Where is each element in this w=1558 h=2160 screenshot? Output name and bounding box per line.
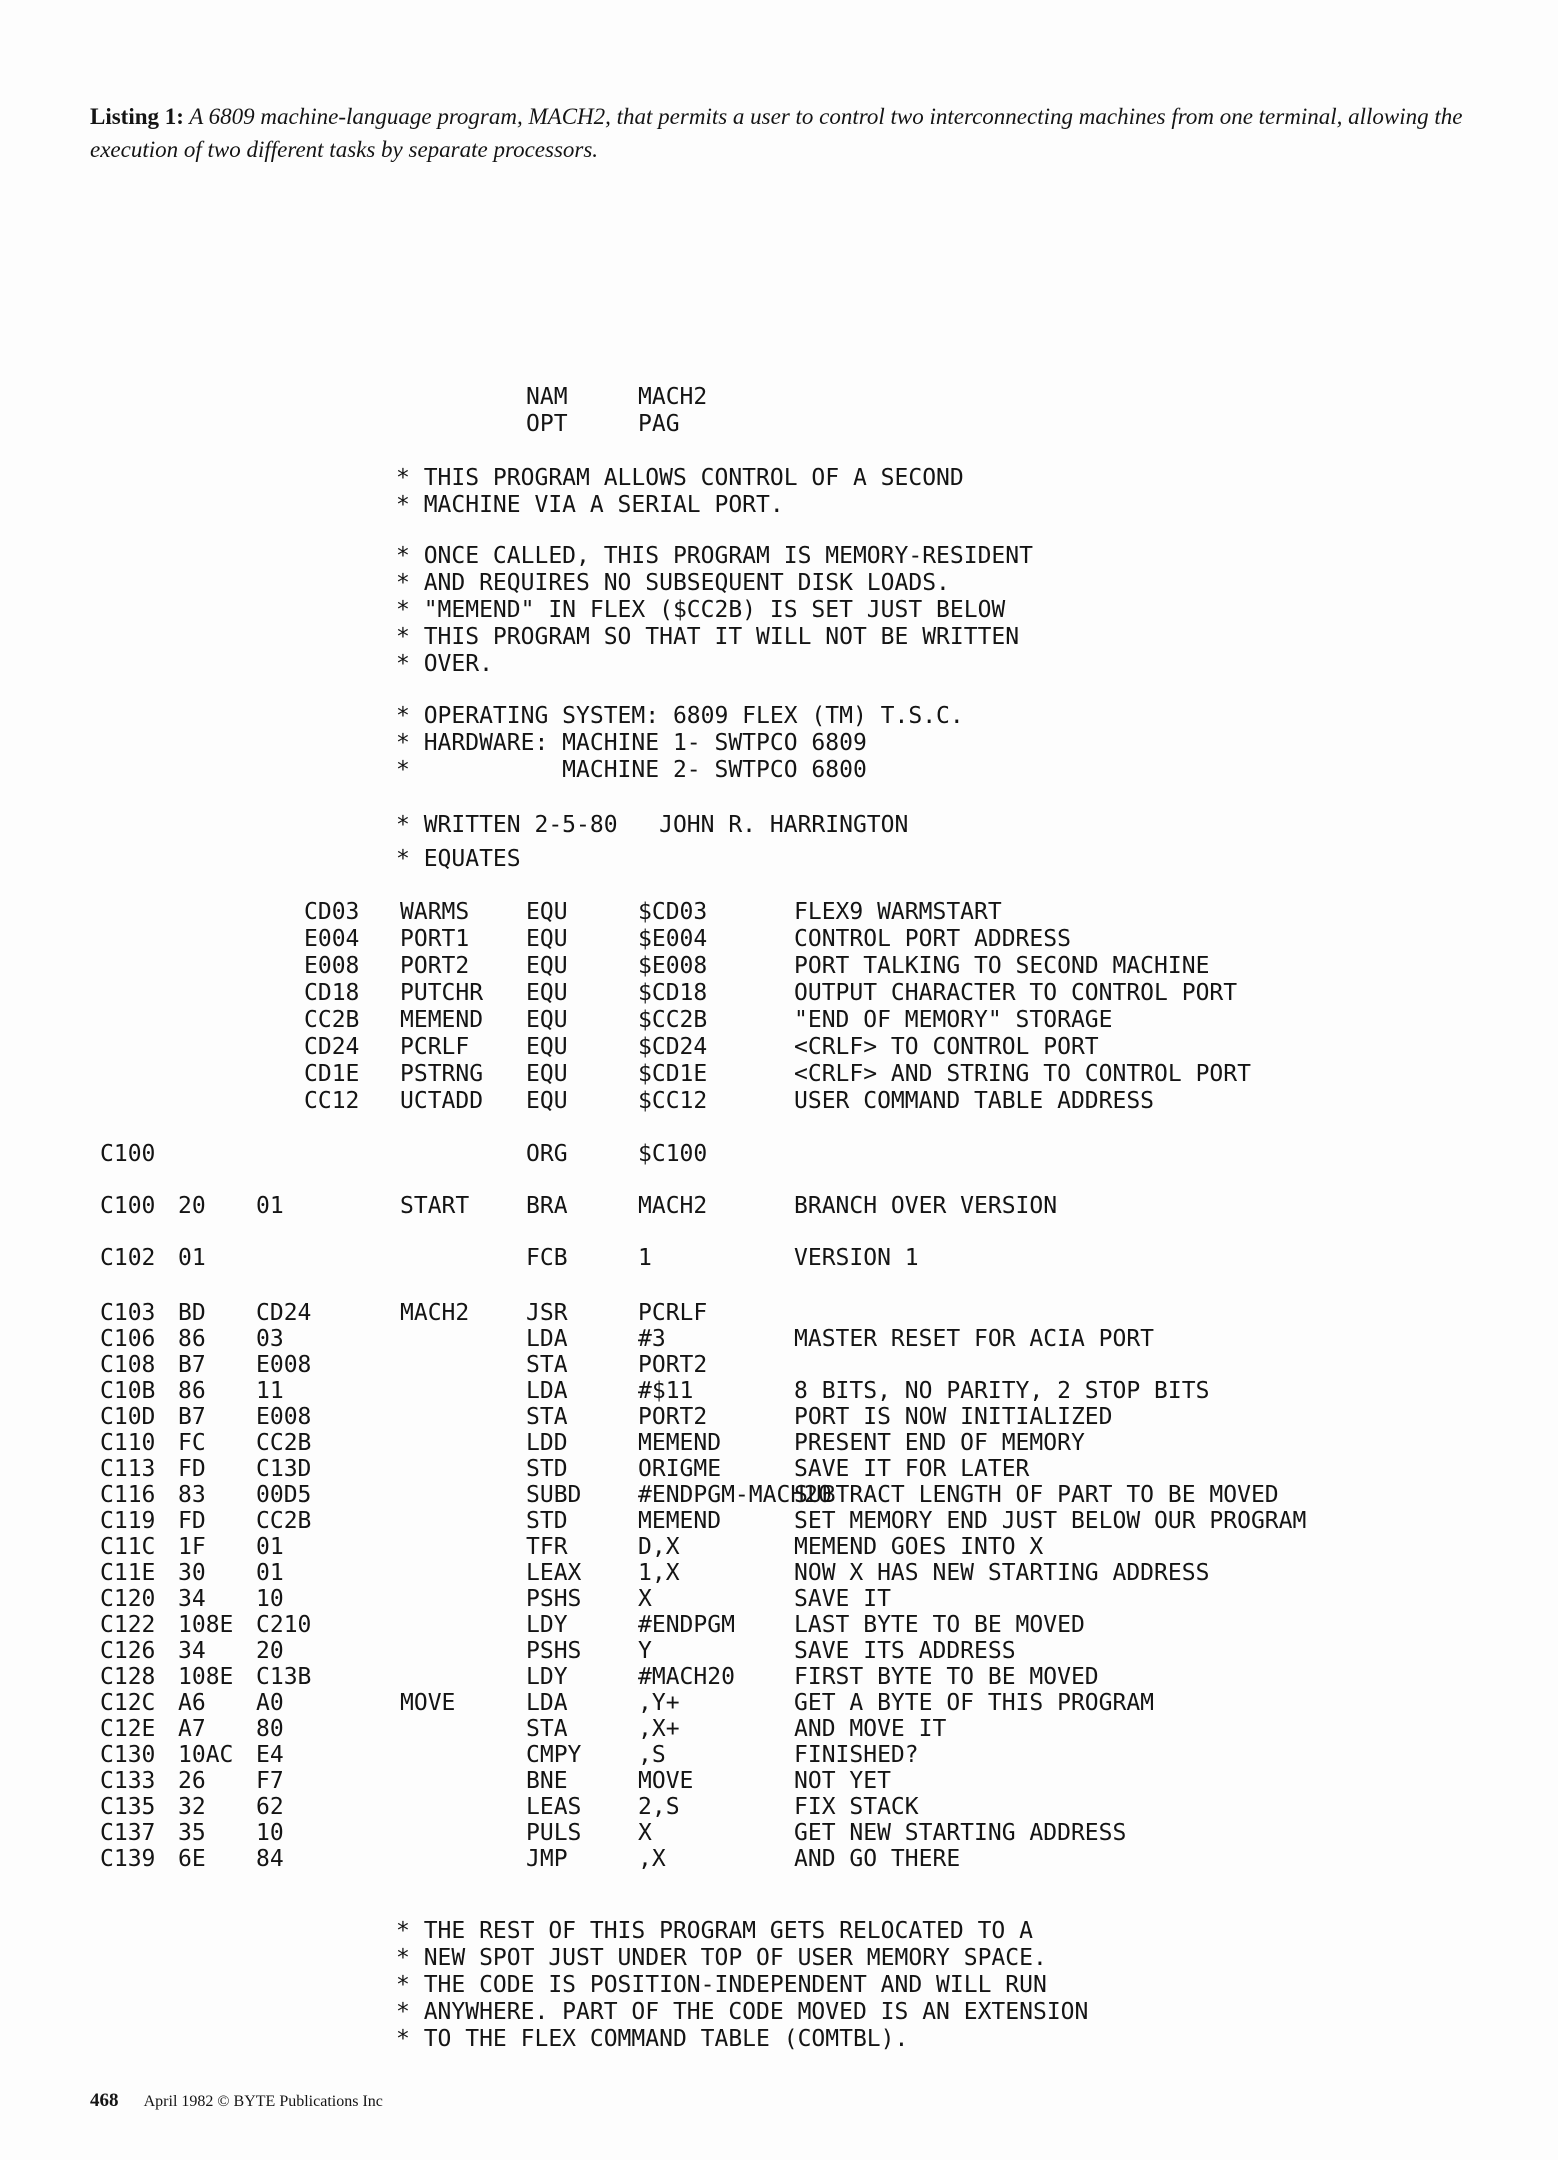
opcode: PSHS — [526, 1586, 582, 1612]
page-footer — [90, 2090, 383, 2112]
opcode: EQU — [526, 953, 568, 979]
operand: #ENDPGM — [638, 1612, 735, 1638]
opcode: ORG — [526, 1141, 568, 1167]
line-comment: SAVE IT FOR LATER — [794, 1456, 1030, 1482]
equate-line — [0, 953, 1210, 980]
equate-line — [0, 1061, 1251, 1088]
equate-line — [0, 1088, 1155, 1115]
address: C113 — [100, 1456, 156, 1482]
object-code: 86 — [178, 1378, 206, 1404]
label: MACH2 — [400, 1300, 470, 1326]
object-code: 1F — [178, 1534, 206, 1560]
line-comment: AND MOVE IT — [794, 1716, 947, 1742]
equate-value: CC2B — [304, 1007, 360, 1033]
operand: ,Y+ — [638, 1690, 680, 1716]
listing-line — [0, 1245, 919, 1272]
opcode: LDY — [526, 1664, 568, 1690]
object-code: 26 — [178, 1768, 206, 1794]
address: C116 — [100, 1482, 156, 1508]
address: C100 — [100, 1141, 156, 1167]
opcode: LEAX — [526, 1560, 582, 1586]
opcode: EQU — [526, 926, 568, 952]
opcode: SUBD — [526, 1482, 582, 1508]
operand: #3 — [638, 1326, 666, 1352]
opcode: JMP — [526, 1846, 568, 1872]
object-operand: C210 — [256, 1612, 312, 1638]
opcode: EQU — [526, 1088, 568, 1114]
opcode: EQU — [526, 1061, 568, 1087]
equate-value: CD03 — [304, 899, 360, 925]
operand: $C100 — [638, 1141, 708, 1167]
object-operand: F7 — [256, 1768, 284, 1794]
listing-line — [0, 1141, 708, 1168]
object-code: BD — [178, 1300, 206, 1326]
comment-text: * OVER. — [396, 651, 493, 677]
opcode: LDA — [526, 1690, 568, 1716]
line-comment: SUBTRACT LENGTH OF PART TO BE MOVED — [794, 1482, 1279, 1508]
equate-line — [0, 980, 1238, 1007]
object-code: B7 — [178, 1404, 206, 1430]
comment-text: * HARDWARE: MACHINE 1- SWTPCO 6809 — [396, 730, 867, 756]
operand: $CD1E — [638, 1061, 708, 1087]
comment-text: * MACHINE VIA A SERIAL PORT. — [396, 492, 784, 518]
line-comment: 8 BITS, NO PARITY, 2 STOP BITS — [794, 1378, 1210, 1404]
address: C10B — [100, 1378, 156, 1404]
opcode: STA — [526, 1352, 568, 1378]
object-operand: 84 — [256, 1846, 284, 1872]
operand: MOVE — [638, 1768, 694, 1794]
object-code: B7 — [178, 1352, 206, 1378]
object-operand: CD24 — [256, 1300, 312, 1326]
opcode: EQU — [526, 980, 568, 1006]
object-code: 86 — [178, 1326, 206, 1352]
line-comment: PRESENT END OF MEMORY — [794, 1430, 1085, 1456]
operand: MEMEND — [638, 1430, 722, 1456]
equate-line — [0, 926, 1071, 953]
line-comment: <CRLF> TO CONTROL PORT — [794, 1034, 1099, 1060]
line-comment: NOT YET — [794, 1768, 891, 1794]
object-code: 108E — [178, 1612, 234, 1638]
line-comment: GET A BYTE OF THIS PROGRAM — [794, 1690, 1155, 1716]
equate-value: E008 — [304, 953, 360, 979]
comment-text: * WRITTEN 2-5-80 JOHN R. HARRINGTON — [396, 812, 909, 838]
opcode: STA — [526, 1716, 568, 1742]
line-comment: LAST BYTE TO BE MOVED — [794, 1612, 1085, 1638]
object-operand: 00D5 — [256, 1482, 312, 1508]
opcode: LEAS — [526, 1794, 582, 1820]
object-operand: 10 — [256, 1586, 284, 1612]
equate-line — [0, 899, 1002, 926]
equate-line — [0, 1034, 1099, 1061]
opcode: EQU — [526, 1007, 568, 1033]
opcode: EQU — [526, 899, 568, 925]
listing-line — [0, 1193, 1058, 1220]
opcode: CMPY — [526, 1742, 582, 1768]
address: C139 — [100, 1846, 156, 1872]
comment-text: * NEW SPOT JUST UNDER TOP OF USER MEMORY SPACE. — [396, 1945, 1047, 1971]
address: C128 — [100, 1664, 156, 1690]
operand: D,X — [638, 1534, 680, 1560]
object-operand: A0 — [256, 1690, 284, 1716]
opcode: PULS — [526, 1820, 582, 1846]
comment-text: * THE CODE IS POSITION-INDEPENDENT AND WILL RUN — [396, 1972, 1047, 1998]
comment-text: * OPERATING SYSTEM: 6809 FLEX (TM) T.S.C. — [396, 703, 964, 729]
operand: $E004 — [638, 926, 708, 952]
opcode: BNE — [526, 1768, 568, 1794]
object-code: 34 — [178, 1638, 206, 1664]
line-comment: SET MEMORY END JUST BELOW OUR PROGRAM — [794, 1508, 1307, 1534]
operand: $CD24 — [638, 1034, 708, 1060]
opcode: LDD — [526, 1430, 568, 1456]
object-operand: C13D — [256, 1456, 312, 1482]
opcode: STD — [526, 1456, 568, 1482]
object-code: 108E — [178, 1664, 234, 1690]
opcode: OPT — [526, 411, 568, 437]
opcode: LDA — [526, 1378, 568, 1404]
object-code: 01 — [178, 1245, 206, 1271]
comment-text: * TO THE FLEX COMMAND TABLE (COMTBL). — [396, 2026, 909, 2052]
label: PORT2 — [400, 953, 470, 979]
opcode: NAM — [526, 384, 568, 410]
address: C110 — [100, 1430, 156, 1456]
operand: MEMEND — [638, 1508, 722, 1534]
line-comment: "END OF MEMORY" STORAGE — [794, 1007, 1113, 1033]
line-comment: CONTROL PORT ADDRESS — [794, 926, 1071, 952]
label: PCRLF — [400, 1034, 470, 1060]
object-operand: E008 — [256, 1404, 312, 1430]
line-comment: PORT TALKING TO SECOND MACHINE — [794, 953, 1210, 979]
object-code: A6 — [178, 1690, 206, 1716]
operand: 1 — [638, 1245, 652, 1271]
address: C11C — [100, 1534, 156, 1560]
operand: $CD03 — [638, 899, 708, 925]
comment-text: * AND REQUIRES NO SUBSEQUENT DISK LOADS. — [396, 570, 950, 596]
operand: PCRLF — [638, 1300, 708, 1326]
operand: X — [638, 1586, 652, 1612]
line-comment: SAVE ITS ADDRESS — [794, 1638, 1016, 1664]
address: C102 — [100, 1245, 156, 1271]
address: C12C — [100, 1690, 156, 1716]
object-code: 10AC — [178, 1742, 234, 1768]
object-operand: 62 — [256, 1794, 284, 1820]
comment-text: * THIS PROGRAM ALLOWS CONTROL OF A SECOND — [396, 465, 964, 491]
equate-line — [0, 1007, 1113, 1034]
comment-text: * ONCE CALLED, THIS PROGRAM IS MEMORY-RESIDENT — [396, 543, 1033, 569]
object-code: FC — [178, 1430, 206, 1456]
line-comment: FIX STACK — [794, 1794, 919, 1820]
object-operand: E008 — [256, 1352, 312, 1378]
line-comment: FIRST BYTE TO BE MOVED — [794, 1664, 1099, 1690]
object-code: 32 — [178, 1794, 206, 1820]
address: C106 — [100, 1326, 156, 1352]
line-comment: SAVE IT — [794, 1586, 891, 1612]
address: C11E — [100, 1560, 156, 1586]
comment-text: * THIS PROGRAM SO THAT IT WILL NOT BE WRITTEN — [396, 624, 1020, 650]
equate-value: CD1E — [304, 1061, 360, 1087]
opcode: LDY — [526, 1612, 568, 1638]
object-code: 20 — [178, 1193, 206, 1219]
object-code: 83 — [178, 1482, 206, 1508]
line-comment: VERSION 1 — [794, 1245, 919, 1271]
address: C103 — [100, 1300, 156, 1326]
address: C12E — [100, 1716, 156, 1742]
address: C130 — [100, 1742, 156, 1768]
operand: PORT2 — [638, 1404, 708, 1430]
object-code: 34 — [178, 1586, 206, 1612]
opcode: FCB — [526, 1245, 568, 1271]
comment-text: * MACHINE 2- SWTPCO 6800 — [396, 757, 867, 783]
equate-value: CC12 — [304, 1088, 360, 1114]
address: C100 — [100, 1193, 156, 1219]
object-operand: 20 — [256, 1638, 284, 1664]
operand: ,S — [638, 1742, 666, 1768]
comment-text: * "MEMEND" IN FLEX ($CC2B) IS SET JUST BELOW — [396, 597, 1006, 623]
object-operand: 01 — [256, 1534, 284, 1560]
label: PORT1 — [400, 926, 470, 952]
operand: PORT2 — [638, 1352, 708, 1378]
object-operand: 10 — [256, 1820, 284, 1846]
opcode: BRA — [526, 1193, 568, 1219]
object-operand: 11 — [256, 1378, 284, 1404]
object-operand: 03 — [256, 1326, 284, 1352]
listing-line — [0, 384, 708, 411]
address: C120 — [100, 1586, 156, 1612]
operand: #$11 — [638, 1378, 694, 1404]
object-code: A7 — [178, 1716, 206, 1742]
operand: ,X+ — [638, 1716, 680, 1742]
address: C135 — [100, 1794, 156, 1820]
line-comment: MASTER RESET FOR ACIA PORT — [794, 1326, 1155, 1352]
address: C126 — [100, 1638, 156, 1664]
line-comment: FINISHED? — [794, 1742, 919, 1768]
address: C119 — [100, 1508, 156, 1534]
line-comment: PORT IS NOW INITIALIZED — [794, 1404, 1113, 1430]
listing-line — [0, 411, 680, 438]
object-code: 35 — [178, 1820, 206, 1846]
line-comment: BRANCH OVER VERSION — [794, 1193, 1058, 1219]
object-operand: 01 — [256, 1193, 284, 1219]
operand: Y — [638, 1638, 652, 1664]
label: UCTADD — [400, 1088, 484, 1114]
footer-text: April 1982 © BYTE Publications Inc — [143, 2093, 383, 2110]
equate-value: CD18 — [304, 980, 360, 1006]
line-comment: GET NEW STARTING ADDRESS — [794, 1820, 1127, 1846]
comment-text: * ANYWHERE. PART OF THE CODE MOVED IS AN EXTENSION — [396, 1999, 1089, 2025]
label: PUTCHR — [400, 980, 484, 1006]
object-operand: CC2B — [256, 1508, 312, 1534]
line-comment: <CRLF> AND STRING TO CONTROL PORT — [794, 1061, 1251, 1087]
label: MEMEND — [400, 1007, 484, 1033]
operand: ORIGME — [638, 1456, 722, 1482]
operand: 1,X — [638, 1560, 680, 1586]
opcode: LDA — [526, 1326, 568, 1352]
line-comment: NOW X HAS NEW STARTING ADDRESS — [794, 1560, 1210, 1586]
operand: $CD18 — [638, 980, 708, 1006]
line-comment: USER COMMAND TABLE ADDRESS — [794, 1088, 1155, 1114]
object-operand: 80 — [256, 1716, 284, 1742]
operand: 2,S — [638, 1794, 680, 1820]
address: C122 — [100, 1612, 156, 1638]
equate-value: E004 — [304, 926, 360, 952]
line-comment: OUTPUT CHARACTER TO CONTROL PORT — [794, 980, 1238, 1006]
line-comment: AND GO THERE — [794, 1846, 961, 1872]
object-code: FD — [178, 1508, 206, 1534]
opcode: JSR — [526, 1300, 568, 1326]
label: START — [400, 1193, 470, 1219]
opcode: STA — [526, 1404, 568, 1430]
label: WARMS — [400, 899, 470, 925]
operand: ,X — [638, 1846, 666, 1872]
operand: #ENDPGM-MACH20 — [638, 1482, 832, 1508]
line-comment: FLEX9 WARMSTART — [794, 899, 1002, 925]
operand: MACH2 — [638, 384, 708, 410]
object-operand: C13B — [256, 1664, 312, 1690]
object-code: 6E — [178, 1846, 206, 1872]
caption-text: A 6809 machine-language program, MACH2, that permits a user to control two interconnecting machines from one terminal, allowing the execution of two different tasks by separate processors. — [90, 104, 1463, 162]
equate-value: CD24 — [304, 1034, 360, 1060]
operand: #MACH20 — [638, 1664, 735, 1690]
opcode: PSHS — [526, 1638, 582, 1664]
address: C133 — [100, 1768, 156, 1794]
opcode: STD — [526, 1508, 568, 1534]
opcode: TFR — [526, 1534, 568, 1560]
operand: PAG — [638, 411, 680, 437]
opcode: EQU — [526, 1034, 568, 1060]
object-operand: 01 — [256, 1560, 284, 1586]
caption-lead: Listing 1: — [90, 104, 184, 129]
comment-text: * EQUATES — [396, 846, 521, 872]
address: C137 — [100, 1820, 156, 1846]
operand: $E008 — [638, 953, 708, 979]
operand: MACH2 — [638, 1193, 708, 1219]
comment-text: * THE REST OF THIS PROGRAM GETS RELOCATED TO A — [396, 1918, 1033, 1944]
operand: $CC12 — [638, 1088, 708, 1114]
object-operand: E4 — [256, 1742, 284, 1768]
line-comment: MEMEND GOES INTO X — [794, 1534, 1044, 1560]
object-code: FD — [178, 1456, 206, 1482]
operand: $CC2B — [638, 1007, 708, 1033]
address: C10D — [100, 1404, 156, 1430]
address: C108 — [100, 1352, 156, 1378]
operand: X — [638, 1820, 652, 1846]
label: PSTRNG — [400, 1061, 484, 1087]
label: MOVE — [400, 1690, 456, 1716]
page-number: 468 — [90, 2090, 119, 2111]
object-operand: CC2B — [256, 1430, 312, 1456]
object-code: 30 — [178, 1560, 206, 1586]
